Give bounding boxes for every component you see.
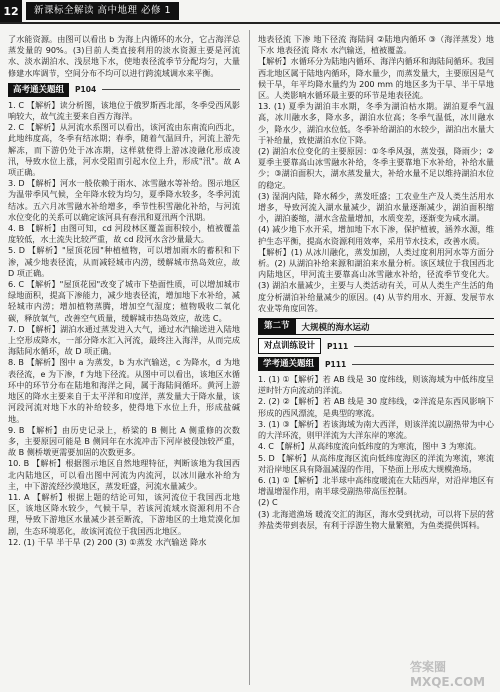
section-rule	[102, 89, 240, 90]
answer-item: 5. D 【解析】从高纬度海区流向低纬度海区的洋流为寒流，寒流对沿岸地区具有降温减湿的作用，下垫面上形成大规模渔场。	[258, 452, 494, 474]
paragraph: 【解析】水循环分为陆地内循环、海洋内循环和海陆间循环。我国西北地区属于陆地内循环，降水量少，而蒸发量大，主要原因是气候干旱，年平均降水量约为 200 mm 的地区多为干旱、半干旱地区。人类影响水循环最主要的环节是地表径流。	[258, 56, 494, 101]
paragraph: 了水能资源。由图可以看出 b 为海上内循环的水分，它占海洋总蒸发量的 90%。(3)目前人类直接利用的淡水资源主要是河流水、淡水湖泊水、浅层地下水，使地表径流季节分配均匀，大量修建水库调节，空间分布不均可以进行跨流域调水来平衡。	[8, 34, 240, 78]
answer-item: 6. C 【解析】"屋顶花园"改变了城市下垫面性质，可以增加城市绿地面积，提高下渗能力，减少地表径流，增加地下水补给，减轻城市内涝；增加植物蒸腾，增加空气湿度；植物吸收二氧化碳，释放氧气，改善空气质量，缓解城市热岛效应，故选 C。	[8, 279, 240, 323]
answer-item: 3. D 【解析】河水一般依赖于雨水、冰雪融水等补给。图示地区为温带季风气候，全年降水较为均匀，夏季降水较多，冬季河流结冰。五六月冰雪融水补给增多，季节性积雪融化补给，与河流水位变化的关系可以确定该河具有春汛和夏汛两个汛期。	[8, 178, 240, 222]
page-header	[0, 0, 500, 22]
answer-item: (2) 湖泊水位变化的主要原因：①冬季风强，蒸发强，降雨少；②夏季主要靠高山冰雪融水补给，冬季主要靠地下水补给，补给水量少；③湖泊面积大，湖水蒸发量大，补给水量不足以维持湖泊水位的稳定。	[258, 146, 494, 190]
answer-item: 3. (1) ③【解析】若该海域为南大西洋，则该洋流以副热带为中心的大洋环流，则甲洋流为大洋东岸的寒流。	[258, 418, 494, 441]
section-page-ref: P111	[327, 341, 349, 351]
left-column	[8, 34, 240, 548]
section-rule	[354, 346, 494, 347]
paragraph: 地表径流 下渗 地下径流 海陆间 ②陆地内循环 ③（海洋蒸发）地下水 地表径流 降水 水汽输送，植被覆盖。	[258, 34, 494, 56]
page-number: 12	[0, 0, 22, 22]
answer-item: (3) 湿润内陆，降水稀少，蒸发旺盛；工农业生产及人类生活用水增多，导致河流入湖水量减少，湖泊水量逐渐减少，湖泊面积缩小，湖泊萎缩，湖水含盐量增加，水质变差，逐渐变为咸水湖。	[258, 190, 494, 224]
section-rule	[352, 364, 494, 365]
answer-item: 2. (2) ②【解析】若 AB 线是 30 度纬线，②洋流是东西风影响下形成的西风漂流，是典型的寒流。	[258, 396, 494, 418]
right-column	[258, 34, 494, 531]
section-heading	[258, 339, 494, 353]
answer-item: 4. C 【解析】从高纬度流向低纬度的为寒流，图中 3 为寒流。	[258, 441, 482, 452]
answer-item: 7. D 【解析】湖泊水通过蒸发进入大气，通过水汽输送进入陆地上空形成降水，一部分降水汇入河流，最终注入海洋，从而完成海陆间水循环，故 D 项正确。	[8, 323, 240, 357]
chapter-title: 大规模的海水运动	[301, 322, 370, 333]
answer-item: 11. A 【解析】根据上题的结论可知，该河流位于我国西北地区，该地区降水较少，气候干旱，若该河流域水资源利用不合理，导致下游地区水量减少甚至断流，下游地区的土地荒漠化加剧，生态环境恶化，故该河流位于我国西北地区。	[8, 491, 240, 536]
answer-item: 5. D 【解析】"屋顶花园"种植植物，可以增加雨水的蓄积和下渗，减少地表径流，从而减轻城市内涝，缓解城市热岛效应，故 D 项正确。	[8, 245, 240, 278]
answer-item: (3) 北海道渔场 暖流交汇的海区，海水受到扰动，可以将下层的营养盐类带到表层，有利于浮游生物大量繁殖，为鱼类提供饵料。	[258, 508, 494, 530]
answer-item: 13. (1) 夏季为湖泊丰水期，冬季为湖泊枯水期。湖泊夏季气温高，冰川融水多，降水多，湖泊水位高；冬季气温低，冰川融水少，降水少，湖泊水位低。冬季补给湖泊的水较少，湖泊出水量大于补给量，致使湖泊水位下降。	[258, 101, 494, 145]
section-label: 对点训练设计	[258, 338, 321, 354]
chapter-label: 第二节	[258, 319, 296, 334]
section-page-ref: P104	[75, 85, 97, 95]
answer-item: 2. C 【解析】从河流水系图可以看出，该河流由东南流向西北，此地纬度高，冬季有结冰期；春季，随着气温回升，河流上游先解冻，而下游仍处于冰冻期，这样就使得上游冰凌融化形成凌汛，导致水位上涨，河水受阻而引起水位上升，形成"汛"。故 A 项正确。	[8, 122, 240, 178]
answer-item: 6. (1) ①【解析】北半球中高纬度暖流在大陆西岸，对沿岸地区有增温增湿作用，南半球受副热带高压控制。	[258, 474, 494, 497]
answer-item: 【解析】(1) 从冰川融化，蒸发加剧，人类过度利用河水等方面分析。(2) 从湖泊补给来源和湖泊来水量分析。该区域位于我国西北内陆地区，甲河流主要靠高山冰雪融水补给，径流季节变化大。(3) 湖泊水量减少，主要与人类活动有关，可从人类生产生活的角度分析湖泊补给量减少的原因。(4) 从节约用水、开源、发展节水农业等角度回答。	[258, 246, 494, 313]
chapter-heading	[258, 318, 494, 335]
header-rule	[0, 22, 500, 24]
answer-item: (2) C	[258, 497, 278, 508]
answer-item: 9. B 【解析】由历史记录上，桥梁的 B 侧比 A 侧重修的次数多，主要原因可能是 B 侧同年在水流冲击下河岸被侵蚀较严重，故 B 侧桥墩更需要加固的次数更多。	[8, 424, 240, 458]
watermark: 答案圈 MXQE.COM	[410, 660, 486, 689]
answer-item: 8. B 【解析】图中 a 为蒸发，b 为水汽输送，c 为降水，d 为地表径流，e 为下渗，f 为地下径流。从图中可以看出，该地区水循环中的环节分布在陆地和海洋之间，属于海陆间循环。黄河上游地区的降水主要来自于太平洋和印度洋，蒸发量大于降水量，该河段河流对地下水的补给较多，使得地下水位上升，形成盐碱地。	[8, 357, 240, 424]
answer-item: (4) 减少地下水开采，增加地下水下渗，保护植被，涵养水源，维护生态平衡，提高水资源利用效率，采用节水技术，改善水质。	[258, 224, 494, 246]
answer-item: 12. (1) 干旱 半干旱 (2) 200 (3) ①蒸发 水汽输送 降水	[8, 536, 207, 547]
answer-item: 1. (1) ①【解析】若 AB 线是 30 度纬线，则该海域为中低纬度呈逆时针方向流动的洋流。	[258, 374, 494, 396]
section-label: 高考通关题组	[8, 83, 69, 97]
section-page-ref: P111	[325, 359, 347, 369]
section-label: 学考通关题组	[258, 357, 319, 371]
header-title: 新课标全解读 高中地理 必修 1	[26, 2, 179, 20]
column-divider	[249, 30, 250, 685]
section-heading	[8, 83, 240, 97]
answer-item: 1. C 【解析】读分析图，该地位于俄罗斯西北部，冬季受西风影响较大，故气流主要来自西方海洋。	[8, 99, 240, 122]
answer-item: 10. B 【解析】根据图示地区自然地理特征，判断该地为我国西北内陆地区，可以看出图中河流为内流河，以冰川融水补给为主，中下游流经沙漠地区，蒸发旺盛，河流水量减少。	[8, 458, 240, 491]
section-heading	[258, 357, 494, 371]
answer-item: 4. B 【解析】由图可知，cd 河段林区覆盖面积较小，植被覆盖度较低，水土流失比较严重，故 cd 段河水含沙量最大。	[8, 223, 240, 245]
